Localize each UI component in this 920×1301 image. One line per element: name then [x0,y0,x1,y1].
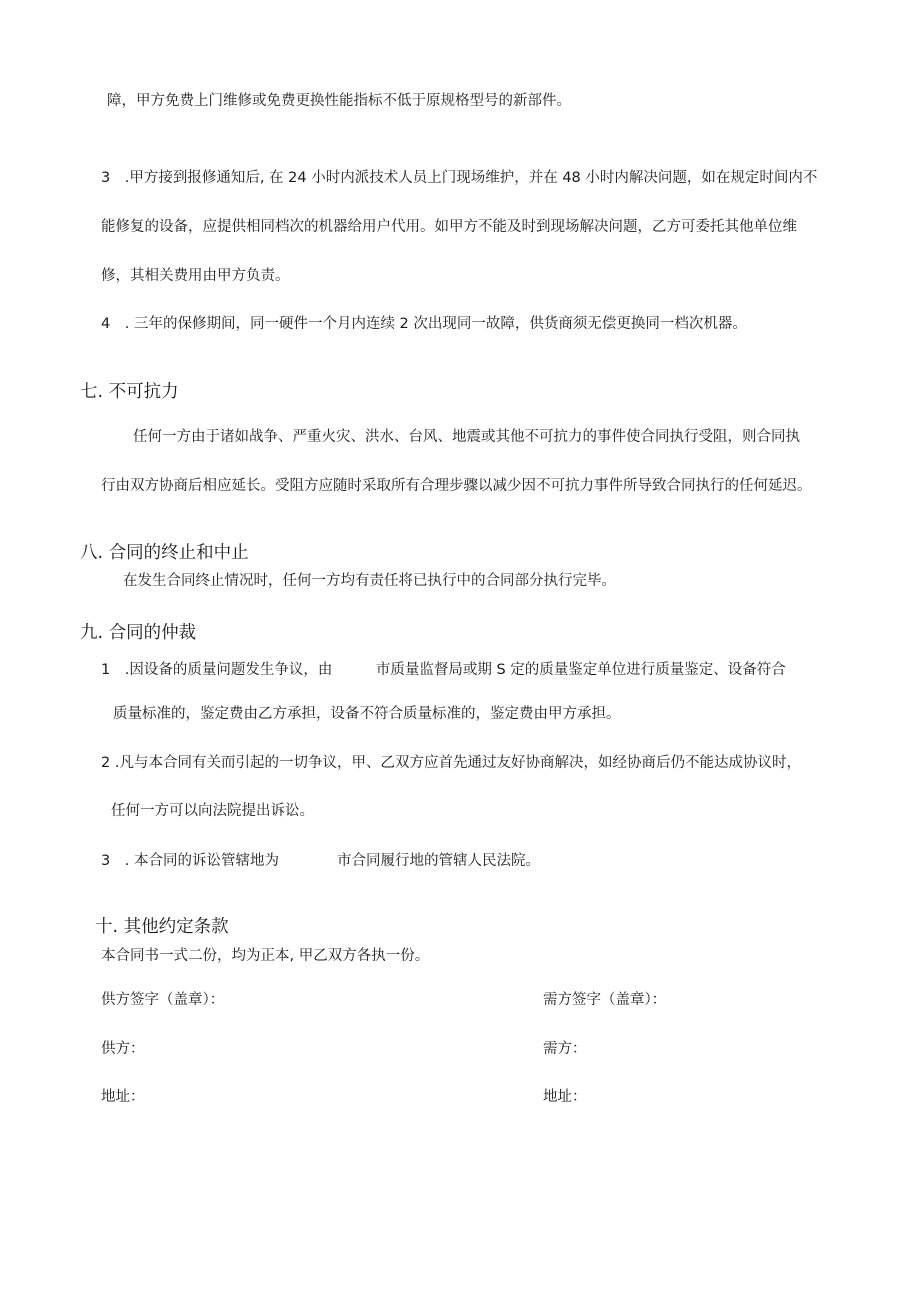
section-heading-termination: 八. 合同的终止和中止 [80,543,249,563]
arbitration-item-3: 3 . 本合同的诉讼管辖地为 市合同履行地的管辖人民法院。 [101,853,540,869]
force-majeure-line-2: 行由双方协商后相应延长。受阻方应随时采取所有合理步骤以减少因不可抗力事件所导致合同执行的任何延迟。 [101,478,812,494]
arbitration-item-2-line-1: 2 .凡与本合同有关而引起的一切争议，甲、乙双方应首先通过友好协商解决，如经协商后仍不能达成协议时， [101,755,801,771]
section-heading-other-terms: 十. 其他约定条款 [95,917,229,937]
arbitration-item-2-line-2: 任何一方可以向法院提出诉讼。 [111,803,314,819]
supplier-address-label: 地址： [101,1089,145,1105]
warranty-item-4: 4 . 三年的保修期间，同一硬件一个月内连续 2 次出现同一故障，供货商须无偿更换同一档次机器。 [101,316,747,332]
supplier-label: 供方： [101,1041,145,1057]
buyer-signature-label: 需方签字（盖章）： [543,992,667,1008]
arbitration-item-1-line-1: 1 .因设备的质量问题发生争议，由 市质量监督局或期 S 定的质量鉴定单位进行质量鉴定、设备符合 [101,662,786,678]
section-heading-arbitration: 九. 合同的仲裁 [80,623,197,643]
warranty-item-3-line-3: 修，其相关费用由甲方负责。 [101,268,290,284]
buyer-label: 需方： [543,1041,587,1057]
buyer-address-label: 地址： [543,1089,587,1105]
other-terms-line-1: 本合同书一式二份，均为正本, 甲乙双方各执一份。 [101,948,430,964]
supplier-signature-label: 供方签字（盖章）： [101,992,225,1008]
termination-line-1: 在发生合同终止情况时，任何一方均有责任将已执行中的合同部分执行完毕。 [123,573,616,589]
section-heading-force-majeure: 七. 不可抗力 [80,382,179,402]
arbitration-item-1-line-2: 质量标准的，鉴定费由乙方承担，设备不符合质量标准的，鉴定费由甲方承担。 [113,706,621,722]
force-majeure-line-1: 任何一方由于诸如战争、严重火灾、洪水、台风、地震或其他不可抗力的事件使合同执行受阻，则合同执 [133,429,800,445]
warranty-line-continued: 障，甲方免费上门维修或免费更换性能指标不低于原规格型号的新部件。 [107,93,571,109]
warranty-item-3-line-1: 3 .甲方接到报修通知后, 在 24 小时内派技术人员上门现场维护，并在 48 小时内解决问题，如在规定时间内不 [101,170,818,186]
warranty-item-3-line-2: 能修复的设备，应提供相同档次的机器给用户代用。如甲方不能及时到现场解决问题，乙方可委托其他单位维 [101,219,797,235]
